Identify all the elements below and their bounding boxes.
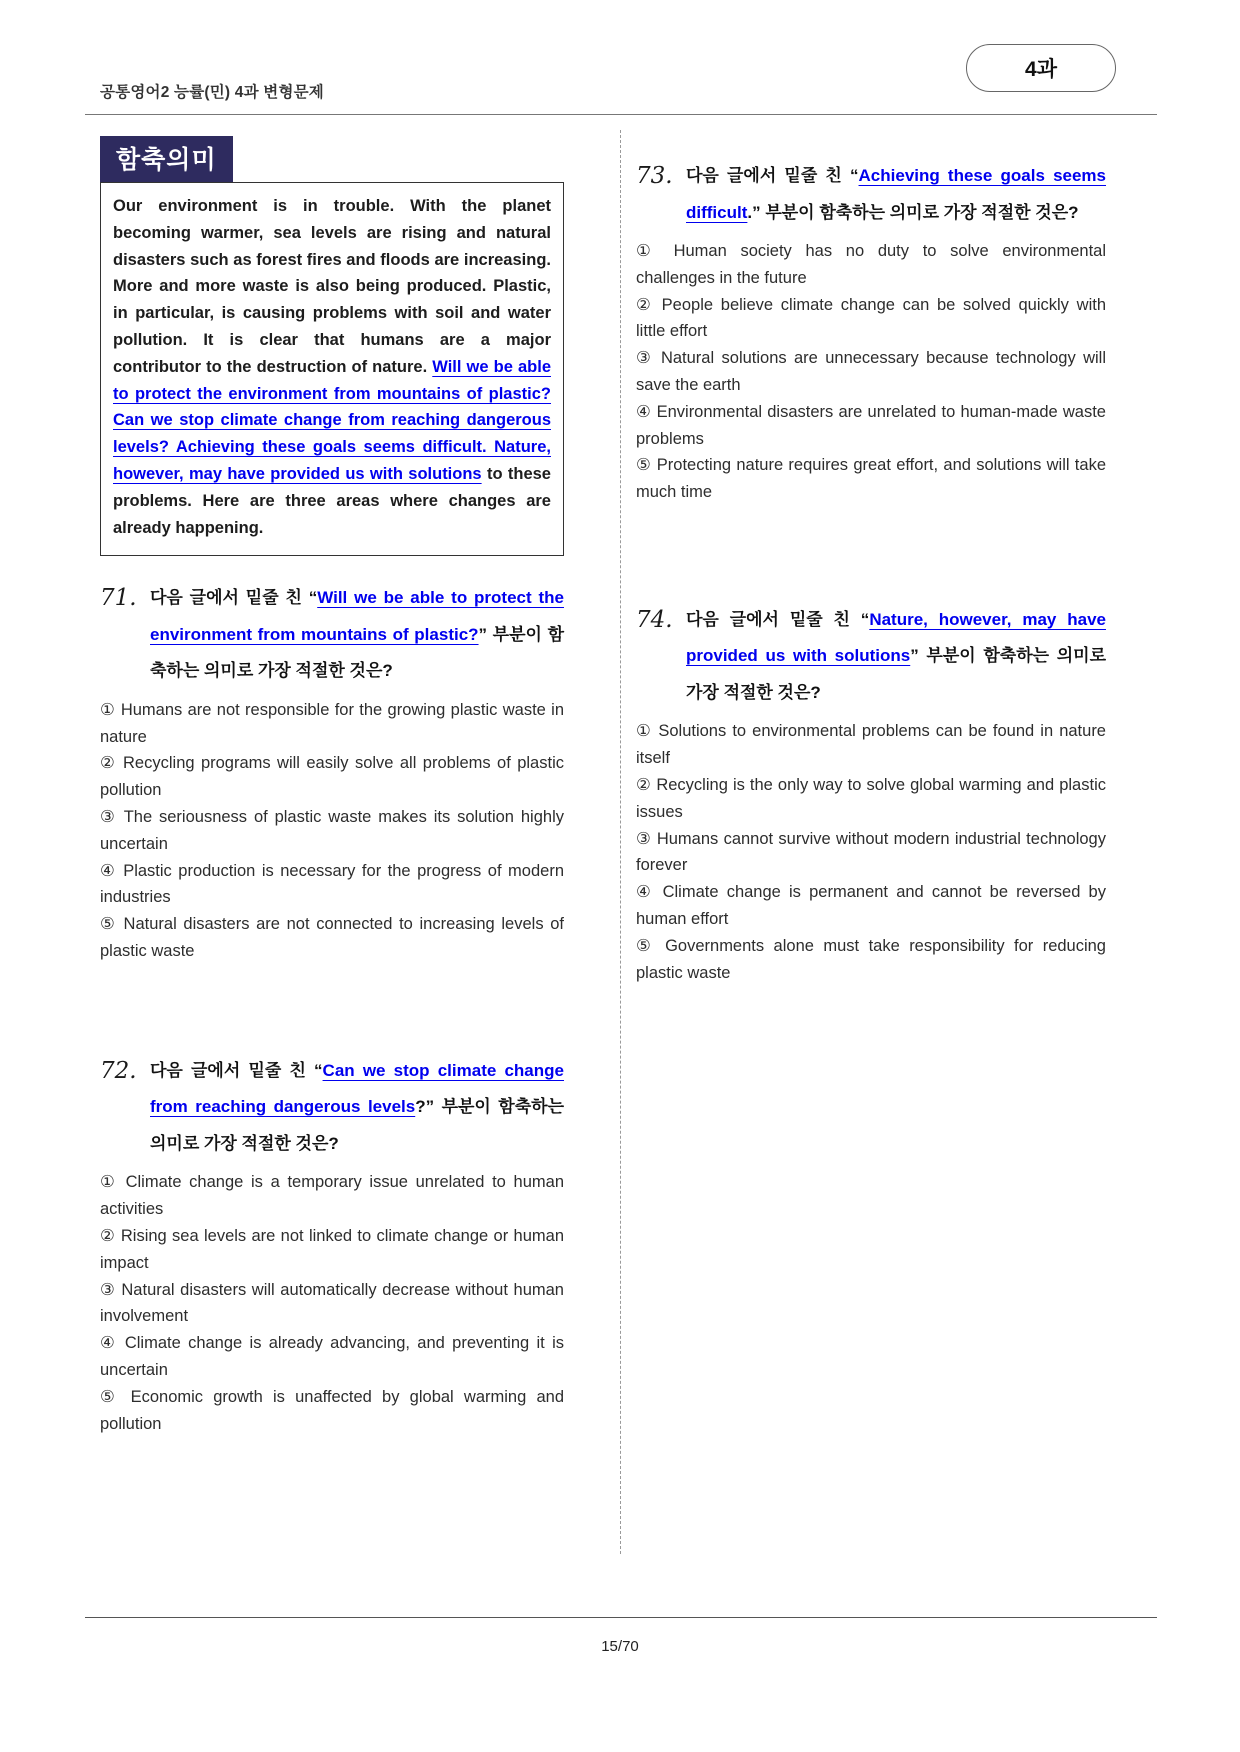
question-73-options xyxy=(636,238,1106,506)
question-74 xyxy=(636,602,1106,986)
prompt-suffix: ?” 부분이 함축하는 의미로 가장 적절한 것은? xyxy=(150,1097,564,1153)
option-4: ④ Plastic production is necessary for the progress of modern industries xyxy=(100,861,564,907)
right-column xyxy=(636,140,1106,986)
option-1: ① Humans are not responsible for the growing plastic waste in nature xyxy=(100,700,564,746)
question-number: 71. xyxy=(100,585,137,612)
question-prompt xyxy=(150,1053,564,1163)
question-74-head xyxy=(636,602,1106,712)
header-divider xyxy=(85,114,1157,115)
option-4: ④ Climate change is already advancing, and preventing it is uncertain xyxy=(100,1334,564,1379)
prompt-quote: Achieving these goals seems difficult xyxy=(686,166,1106,222)
question-71-options xyxy=(100,697,564,965)
section-title-badge: 함축의미 xyxy=(100,136,233,182)
page-number: 15/70 xyxy=(601,1638,639,1655)
question-number: 74. xyxy=(636,606,673,633)
question-72 xyxy=(100,1053,564,1437)
option-5: ⑤ Protecting nature requires great effort, and solutions will take much time xyxy=(636,456,1106,502)
prompt-prefix: 다음 글에서 밑줄 친 “ xyxy=(150,588,318,608)
prompt-quote: Can we stop climate change from reaching dangerous levels xyxy=(150,1060,564,1117)
question-number: 72. xyxy=(100,1057,137,1084)
question-prompt xyxy=(686,158,1106,231)
passage-text: Our environment is in trouble. With the planet becoming warmer, sea levels are rising and natural disasters such as forest fires and floods are increasing. More and more waste is also being produced. Plastic, in particular, is causing problems with soil and water pollution. It is clear that humans are a major contributor to the destruction of nature. xyxy=(113,197,551,376)
prompt-suffix: ” 부분이 함축하는 의미로 가장 적절한 것은? xyxy=(686,646,1107,702)
option-2: ② Rising sea levels are not linked to climate change or human impact xyxy=(100,1226,564,1272)
option-5: ⑤ Natural disasters are not connected to increasing levels of plastic waste xyxy=(100,915,564,961)
question-prompt xyxy=(150,580,564,690)
passage-text: to these problems. Here are three areas where changes are already happening. xyxy=(113,464,551,537)
document-title: 공통영어2 능률(민) 4과 변형문제 xyxy=(100,84,324,101)
prompt-prefix: 다음 글에서 밑줄 친 “ xyxy=(150,1060,323,1080)
prompt-quote: Will we be able to protect the environment from mountains of plastic? xyxy=(150,588,564,644)
prompt-prefix: 다음 글에서 밑줄 친 “ xyxy=(686,609,870,629)
prompt-prefix: 다음 글에서 밑줄 친 “ xyxy=(686,166,859,185)
question-71 xyxy=(100,580,564,964)
column-divider xyxy=(620,130,621,1554)
left-column xyxy=(100,136,564,1437)
prompt-suffix: .” 부분이 함축하는 의미로 가장 적절한 것은? xyxy=(747,202,1079,222)
question-72-head xyxy=(100,1053,564,1163)
option-1: ① Climate change is a temporary issue unrelated to human activities xyxy=(100,1173,564,1219)
option-3: ③ Natural disasters will automatically decrease without human involvement xyxy=(100,1280,564,1326)
question-71-head xyxy=(100,580,564,690)
question-74-options xyxy=(636,718,1106,986)
option-3: ③ Humans cannot survive without modern industrial technology forever xyxy=(636,829,1106,875)
option-4: ④ Environmental disasters are unrelated to human-made waste problems xyxy=(636,402,1106,448)
question-number: 73. xyxy=(636,163,673,189)
option-3: ③ The seriousness of plastic waste makes its solution highly uncertain xyxy=(100,808,564,853)
option-5: ⑤ Economic growth is unaffected by global warming and pollution xyxy=(100,1387,564,1433)
option-3: ③ Natural solutions are unnecessary because technology will save the earth xyxy=(636,349,1106,394)
option-1: ① Solutions to environmental problems can be found in nature itself xyxy=(636,722,1106,768)
option-2: ② People believe climate change can be solved quickly with little effort xyxy=(636,295,1106,341)
option-2: ② Recycling is the only way to solve global warming and plastic issues xyxy=(636,776,1106,821)
reading-passage xyxy=(100,182,564,556)
question-72-options xyxy=(100,1169,564,1437)
question-73-head xyxy=(636,158,1106,231)
option-2: ② Recycling programs will easily solve all problems of plastic pollution xyxy=(100,754,564,800)
question-73 xyxy=(636,158,1106,506)
prompt-suffix: ” 부분이 함축하는 의미로 가장 적절한 것은? xyxy=(150,624,564,681)
prompt-quote: Nature, however, may have provided us with solutions xyxy=(686,609,1106,666)
chapter-badge: 4과 xyxy=(966,44,1116,92)
option-4: ④ Climate change is permanent and cannot be reversed by human effort xyxy=(636,883,1106,929)
option-5: ⑤ Governments alone must take responsibility for reducing plastic waste xyxy=(636,936,1106,982)
option-1: ① Human society has no duty to solve environmental challenges in the future xyxy=(636,242,1106,287)
footer-divider xyxy=(85,1617,1157,1618)
question-prompt xyxy=(686,602,1106,712)
passage-underlined-text: Will we be able to protect the environment from mountains of plastic? Can we stop climate change from reaching dangerous levels? Achieving these goals seems difficult. Nature, however, may have provided us with solutions xyxy=(113,357,551,483)
